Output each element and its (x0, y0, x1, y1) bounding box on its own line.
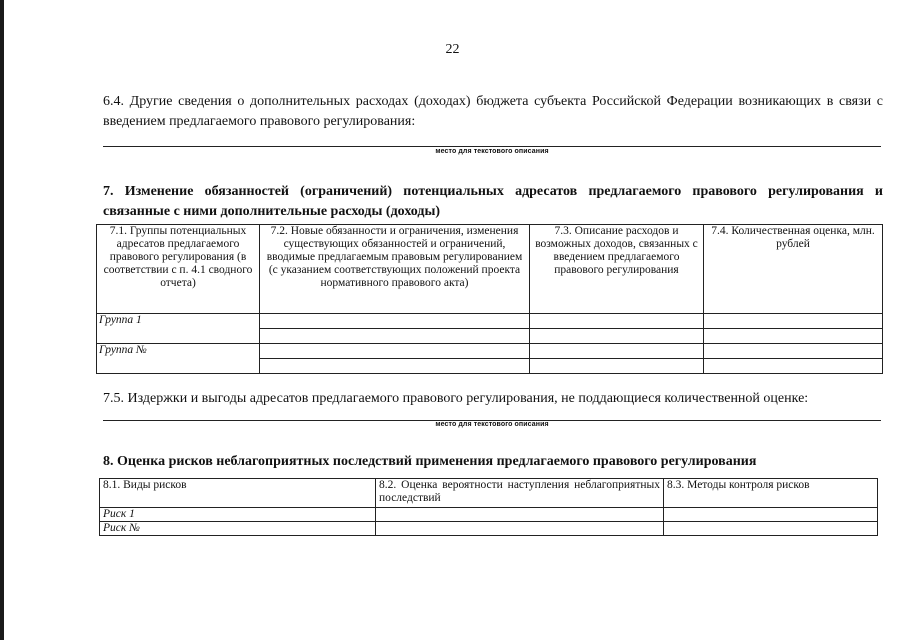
page-edge-bar (0, 0, 4, 640)
section-7-heading: 7. Изменение обязанностей (ограничений) потенциальных адресатов предлагаемого правового регулирования и связанные с ними дополнительные расходы (доходы) (103, 184, 883, 219)
table-cell (530, 344, 704, 359)
table-row (97, 314, 883, 329)
column-header: 7.3. Описание расходов и возможных доходов, связанных с введением предлагаемого правового регулирования (530, 225, 704, 314)
table-cell (530, 359, 704, 374)
table-cell (530, 329, 704, 344)
group-label: Группа № (97, 344, 260, 374)
column-header: 7.4. Количественная оценка, млн. рублей (704, 225, 883, 314)
page-number: 22 (445, 42, 460, 57)
table-cell (704, 329, 883, 344)
text-input-line (103, 146, 881, 147)
column-header: 7.2. Новые обязанности и ограничения, изменения существующих обязанностей и ограничений, вводимые предлагаемым правовым регулированием (с указанием соответствующих положений проекта нормативного правового акта) (260, 225, 530, 314)
table-cell (260, 359, 530, 374)
section-7-5-text: 7.5. Издержки и выгоды адресатов предлагаемого правового регулирования, не поддающиеся количественной оценке: (103, 391, 809, 406)
text-placeholder-caption: место для текстового описания (435, 148, 549, 155)
column-header: 8.1. Виды рисков (100, 479, 376, 508)
table-row (97, 344, 883, 359)
risk-label: Риск № (100, 522, 376, 536)
column-header: 8.3. Методы контроля рисков (664, 479, 878, 508)
section-6-4-text: 6.4. Другие сведения о дополнительных расходах (доходах) бюджета субъекта Российской Федерации возникающих в связи с введением предлагаемого правового регулирования: (103, 94, 883, 129)
table-cell (376, 508, 664, 522)
risks-table (99, 478, 878, 536)
column-header: 8.2. Оценка вероятности наступления неблагоприятных последствий (376, 479, 664, 508)
table-cell (376, 522, 664, 536)
section-8-heading: 8. Оценка рисков неблагоприятных последствий применения предлагаемого правового регулирования (103, 454, 757, 469)
table-header-row (97, 225, 883, 314)
table-cell (530, 314, 704, 329)
table-header-row (100, 479, 878, 508)
group-label: Группа 1 (97, 314, 260, 344)
risk-label: Риск 1 (100, 508, 376, 522)
table-cell (260, 344, 530, 359)
obligations-table (96, 224, 883, 374)
table-row (100, 522, 878, 536)
table-cell (704, 314, 883, 329)
text-placeholder-caption: место для текстового описания (435, 421, 549, 428)
table-cell (664, 522, 878, 536)
column-header: 7.1. Группы потенциальных адресатов предлагаемого правового регулирования (в соответствии с п. 4.1 сводного отчета) (97, 225, 260, 314)
table-cell (704, 359, 883, 374)
table-cell (260, 314, 530, 329)
table-row (100, 508, 878, 522)
table-cell (260, 329, 530, 344)
table-cell (704, 344, 883, 359)
table-cell (664, 508, 878, 522)
